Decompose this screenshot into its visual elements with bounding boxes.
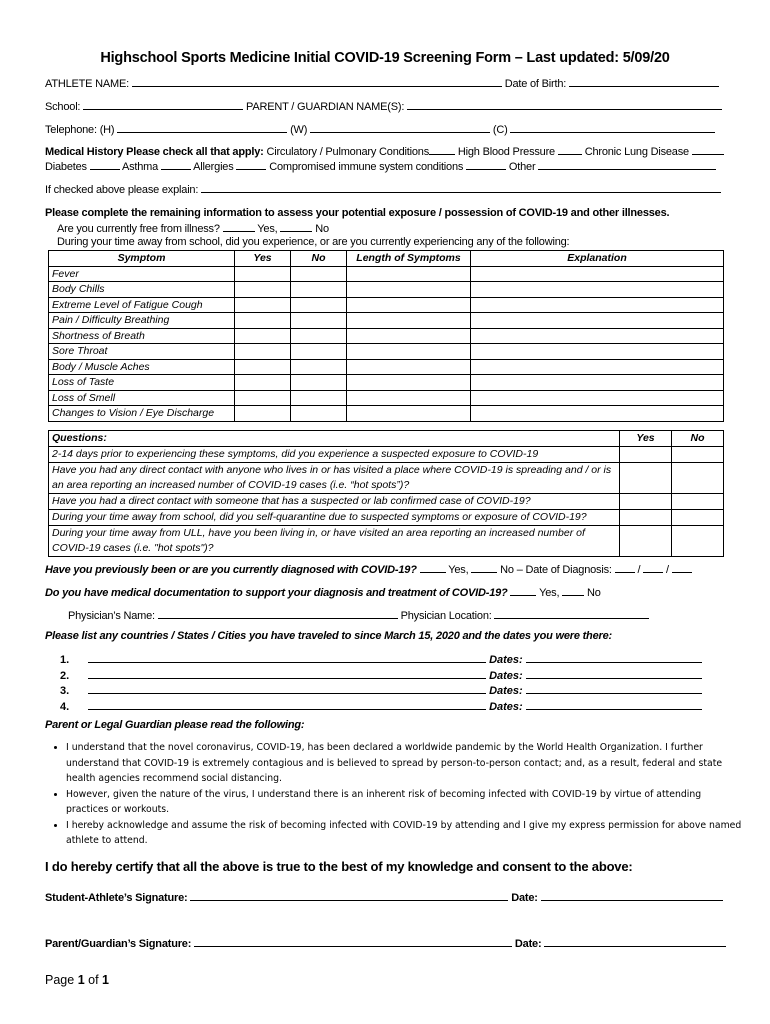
symptom-name: Pain / Difficulty Breathing <box>49 313 235 329</box>
documentation-yes-field[interactable] <box>510 585 536 596</box>
parent-date-field[interactable] <box>544 936 726 947</box>
symptom-name: Body / Muscle Aches <box>49 359 235 375</box>
table-row <box>49 493 724 509</box>
symptom-table <box>48 250 724 422</box>
table-row <box>49 446 724 462</box>
symptom-explanation-cell[interactable] <box>471 266 724 282</box>
student-signature-label: Student-Athlete’s Signature: <box>45 892 188 904</box>
symptom-name: Body Chills <box>49 282 235 298</box>
student-signature-row <box>45 890 723 904</box>
question-no-cell[interactable] <box>672 446 724 462</box>
table-row <box>49 266 724 282</box>
athlete-row <box>45 76 719 90</box>
telephone-label: Telephone: <box>45 124 97 136</box>
table-row <box>49 297 724 313</box>
diagnosis-yes-field[interactable] <box>420 562 446 573</box>
table-row <box>49 282 724 298</box>
symptom-name: Changes to Vision / Eye Discharge <box>49 406 235 422</box>
guardian-names-field[interactable] <box>407 99 722 110</box>
explanation-header: Explanation <box>471 251 724 267</box>
diagnosis-day-field[interactable] <box>643 562 663 573</box>
mh-allergies-check[interactable] <box>236 159 266 170</box>
symptom-name: Fever <box>49 266 235 282</box>
explain-row <box>45 182 721 196</box>
page-total: 1 <box>102 973 109 987</box>
travel-number: 2. <box>60 669 70 682</box>
explain-label: If checked above please explain: <box>45 184 199 196</box>
mh-asthma: Asthma <box>121 161 159 173</box>
travel-place-field[interactable] <box>88 652 486 663</box>
list-item <box>60 652 702 668</box>
table-row <box>49 462 724 493</box>
question-yes-cell[interactable] <box>620 493 672 509</box>
question-no-cell[interactable] <box>672 462 724 493</box>
physician-name-field[interactable] <box>158 608 398 619</box>
symptom-explanation-cell[interactable] <box>471 406 724 422</box>
list-item: • However, given the nature of the virus, I understand there is an inherent risk of becoming infected with COVID-19 by virtue of attending practices or workouts. <box>66 787 746 818</box>
symptom-explanation-cell[interactable] <box>471 390 724 406</box>
travel-number: 3. <box>60 685 70 697</box>
questions-header-row <box>49 431 724 447</box>
symptom-yes-cell[interactable] <box>235 313 291 329</box>
athlete-name-field[interactable] <box>132 76 502 87</box>
documentation-row <box>45 585 601 599</box>
symptom-length-cell[interactable] <box>347 297 471 313</box>
symptom-no-cell[interactable] <box>291 359 347 375</box>
question-no-cell[interactable] <box>672 525 724 556</box>
mh-blood-pressure-check[interactable] <box>558 144 582 155</box>
question-text: Have you had any direct contact with anyone who lives in or has visited a place where COVID-19 is spreading and / or is an area reporting an increased number of COVID-19 cases (i.e. “hot spots”)? <box>49 462 620 493</box>
symptom-explanation-cell[interactable] <box>471 282 724 298</box>
student-date-label: Date: <box>511 892 538 904</box>
question-text: During your time away from ULL, have you been living in, or have visited an area reporting an increased number of COVID-19 cases (i.e. "hot spots")? <box>49 525 620 556</box>
documentation-yes-label: Yes, <box>539 587 560 599</box>
documentation-no-label: No <box>587 587 601 599</box>
explain-field[interactable] <box>201 182 721 193</box>
school-label: School: <box>45 101 81 113</box>
travel-dates-field[interactable] <box>526 699 702 710</box>
question-text: During your time away from school, did you self-quarantine due to suspected symptoms or exposure of COVID-19? <box>49 509 620 525</box>
question-yes-cell[interactable] <box>620 462 672 493</box>
table-row <box>49 525 724 556</box>
symptom-explanation-cell[interactable] <box>471 375 724 391</box>
diagnosis-question: Have you previously been or are you currently diagnosed with COVID-19? <box>45 564 417 576</box>
school-field[interactable] <box>83 99 243 110</box>
diagnosis-row: Have you previously been or are you currently diagnosed with COVID-19? Yes, No – Date of Diagnosis: / / <box>45 562 692 576</box>
table-row <box>49 328 724 344</box>
diagnosis-year-field[interactable] <box>672 562 692 573</box>
symptom-name: Shortness of Breath <box>49 328 235 344</box>
symptom-no-cell[interactable] <box>291 390 347 406</box>
of-word: of <box>88 973 99 987</box>
symptom-explanation-cell[interactable] <box>471 359 724 375</box>
travel-dates-field[interactable] <box>526 683 702 694</box>
symptom-length-cell[interactable] <box>347 359 471 375</box>
length-header: Length of Symptoms <box>347 251 471 267</box>
symptom-no-cell[interactable] <box>291 344 347 360</box>
symptom-yes-cell[interactable] <box>235 282 291 298</box>
free-question: Are you currently free from illness? <box>57 223 220 235</box>
q-yes-header: Yes <box>620 431 672 447</box>
free-from-illness-row <box>57 221 329 235</box>
page-footer <box>45 973 109 987</box>
travel-number: 1. <box>60 654 70 666</box>
free-no-label: No <box>315 223 329 235</box>
medical-history-row-1 <box>45 144 724 158</box>
symptom-explanation-cell[interactable] <box>471 344 724 360</box>
questions-table <box>48 430 724 557</box>
tel-cell-label: (C) <box>492 124 508 136</box>
symptom-name: Loss of Taste <box>49 375 235 391</box>
symptom-explanation-cell[interactable] <box>471 328 724 344</box>
mh-asthma-check[interactable] <box>161 159 191 170</box>
documentation-no-field[interactable] <box>562 585 584 596</box>
list-item: • I understand that the novel coronavirus, COVID-19, has been declared a worldwide pandemic by the World Health Organization. I further understand that COVID-19 is extremely contagious and is believed to spread by person-to-person contact; and, as a result, federal and state health agencies recommend social distancing. <box>66 740 746 787</box>
physician-row <box>68 608 649 622</box>
yes-header: Yes <box>235 251 291 267</box>
list-item <box>60 699 702 715</box>
list-item: • I hereby acknowledge and assume the risk of becoming infected with COVID-19 by attending and I give my express permission for above named athlete to attend. <box>66 818 746 849</box>
tel-home-label: (H) <box>99 124 115 136</box>
athlete-name-label: ATHLETE NAME: <box>45 78 129 90</box>
symptom-length-cell[interactable] <box>347 328 471 344</box>
symptom-header: Symptom <box>49 251 235 267</box>
table-row <box>49 313 724 329</box>
q-no-header: No <box>672 431 724 447</box>
documentation-question: Do you have medical documentation to support your diagnosis and treatment of COVID-19? <box>45 587 508 599</box>
mh-other-field[interactable] <box>538 159 716 170</box>
travel-list <box>60 652 702 714</box>
tel-cell-field[interactable] <box>510 122 715 133</box>
table-row <box>49 406 724 422</box>
student-date-field[interactable] <box>541 890 723 901</box>
dates-label: Dates: <box>489 654 523 666</box>
travel-question: Please list any countries / States / Cities you have traveled to since March 15, 2020 and the dates you were there: <box>45 630 612 642</box>
mh-blood-pressure: High Blood Pressure <box>457 146 555 158</box>
free-yes-field[interactable] <box>223 221 255 232</box>
mh-other: Other <box>508 161 536 173</box>
symptom-no-cell[interactable] <box>291 282 347 298</box>
symptom-explanation-cell[interactable] <box>471 313 724 329</box>
question-yes-cell[interactable] <box>620 525 672 556</box>
form-title: Highschool Sports Medicine Initial COVID-19 Screening Form – Last updated: 5/09/20 <box>100 50 670 66</box>
dob-field[interactable] <box>569 76 719 87</box>
table-row <box>49 375 724 391</box>
travel-dates-field[interactable] <box>526 668 702 679</box>
physician-name-label: Physician’s Name: <box>68 610 155 622</box>
symptom-header-row <box>49 251 724 267</box>
diagnosis-yes-label: Yes, <box>448 564 469 576</box>
list-item <box>60 683 702 699</box>
table-row <box>49 359 724 375</box>
question-no-cell[interactable] <box>672 509 724 525</box>
symptom-yes-cell[interactable] <box>235 266 291 282</box>
symptom-length-cell[interactable] <box>347 282 471 298</box>
symptom-length-cell[interactable] <box>347 390 471 406</box>
guardian-heading: Parent or Legal Guardian please read the following: <box>45 719 305 731</box>
list-item <box>60 668 702 684</box>
guardian-names-label: PARENT / GUARDIAN NAME(S): <box>246 101 405 113</box>
exposure-heading: Please complete the remaining information to assess your potential exposure / possession of COVID-19 and other illnesses. <box>45 207 670 219</box>
symptom-no-cell[interactable] <box>291 406 347 422</box>
question-text: 2-14 days prior to experiencing these symptoms, did you experience a suspected exposure to COVID-19 <box>49 446 620 462</box>
medical-history-row-2 <box>45 159 716 173</box>
parent-signature-label: Parent/Guardian’s Signature: <box>45 938 192 950</box>
during-text: During your time away from school, did you experience, or are you currently experiencing any of the following: <box>57 236 570 248</box>
parent-date-label: Date: <box>514 938 542 950</box>
page-word: Page <box>45 973 75 987</box>
free-yes-label: Yes, <box>257 223 278 235</box>
physician-location-field[interactable] <box>494 608 649 619</box>
symptom-explanation-cell[interactable] <box>471 297 724 313</box>
telephone-row <box>45 122 715 136</box>
free-no-field[interactable] <box>280 221 312 232</box>
symptom-name: Extreme Level of Fatigue Cough <box>49 297 235 313</box>
dates-label: Dates: <box>489 669 523 682</box>
tel-work-label: (W) <box>290 124 308 136</box>
question-no-cell[interactable] <box>672 493 724 509</box>
guardian-bullets <box>52 740 746 849</box>
symptom-yes-cell[interactable] <box>235 344 291 360</box>
symptom-no-cell[interactable] <box>291 375 347 391</box>
symptom-no-cell[interactable] <box>291 266 347 282</box>
parent-signature-row <box>45 936 726 950</box>
travel-number: 4. <box>60 700 70 713</box>
symptom-length-cell[interactable] <box>347 266 471 282</box>
student-signature-field[interactable] <box>190 890 508 901</box>
tel-home-field[interactable] <box>117 122 287 133</box>
symptom-length-cell[interactable] <box>347 313 471 329</box>
table-row <box>49 509 724 525</box>
travel-place-field[interactable] <box>88 699 486 710</box>
question-text: Have you had a direct contact with someone that has a suspected or lab confirmed case of COVID-19? <box>49 493 620 509</box>
symptom-yes-cell[interactable] <box>235 375 291 391</box>
page-number: 1 <box>77 973 85 987</box>
mh-circulatory-check[interactable] <box>429 144 455 155</box>
dates-label: Dates: <box>489 700 523 713</box>
question-yes-cell[interactable] <box>620 509 672 525</box>
symptom-no-cell[interactable] <box>291 297 347 313</box>
dob-label: Date of Birth: <box>504 78 567 90</box>
physician-location-label: Physician Location: <box>400 610 492 622</box>
mh-allergies: Allergies <box>193 161 234 173</box>
symptom-name: Sore Throat <box>49 344 235 360</box>
mh-lung-disease: Chronic Lung Disease <box>584 146 689 158</box>
symptom-yes-cell[interactable] <box>235 359 291 375</box>
dates-label: Dates: <box>489 685 523 697</box>
school-row <box>45 99 722 113</box>
mh-circulatory: Circulatory / Pulmonary Conditions <box>266 146 430 158</box>
symptom-yes-cell[interactable] <box>235 297 291 313</box>
symptom-no-cell[interactable] <box>291 328 347 344</box>
mh-immune: Compromised immune system conditions <box>269 161 464 173</box>
symptom-name: Loss of Smell <box>49 390 235 406</box>
no-header: No <box>291 251 347 267</box>
symptom-no-cell[interactable] <box>291 313 347 329</box>
symptom-yes-cell[interactable] <box>235 390 291 406</box>
table-row <box>49 344 724 360</box>
travel-place-field[interactable] <box>88 683 486 694</box>
questions-header: Questions: <box>49 431 620 447</box>
medical-history-label: Medical History Please check all that apply: <box>45 146 264 158</box>
mh-diabetes: Diabetes <box>45 161 87 173</box>
diagnosis-no-date-label: No – Date of Diagnosis: <box>500 564 612 576</box>
symptom-length-cell[interactable] <box>347 406 471 422</box>
parent-signature-field[interactable] <box>194 936 512 947</box>
diagnosis-month-field[interactable] <box>615 562 635 573</box>
symptom-yes-cell[interactable] <box>235 406 291 422</box>
mh-immune-check[interactable] <box>466 159 506 170</box>
symptom-length-cell[interactable] <box>347 375 471 391</box>
diagnosis-no-field[interactable] <box>471 562 497 573</box>
question-yes-cell[interactable] <box>620 446 672 462</box>
certify-statement: I do hereby certify that all the above is true to the best of my knowledge and consent to the above: <box>45 859 633 874</box>
mh-lung-disease-check[interactable] <box>692 144 724 155</box>
tel-work-field[interactable] <box>310 122 490 133</box>
travel-dates-field[interactable] <box>526 652 702 663</box>
symptom-yes-cell[interactable] <box>235 328 291 344</box>
travel-place-field[interactable] <box>88 668 486 679</box>
table-row <box>49 390 724 406</box>
symptom-length-cell[interactable] <box>347 344 471 360</box>
mh-diabetes-check[interactable] <box>90 159 120 170</box>
